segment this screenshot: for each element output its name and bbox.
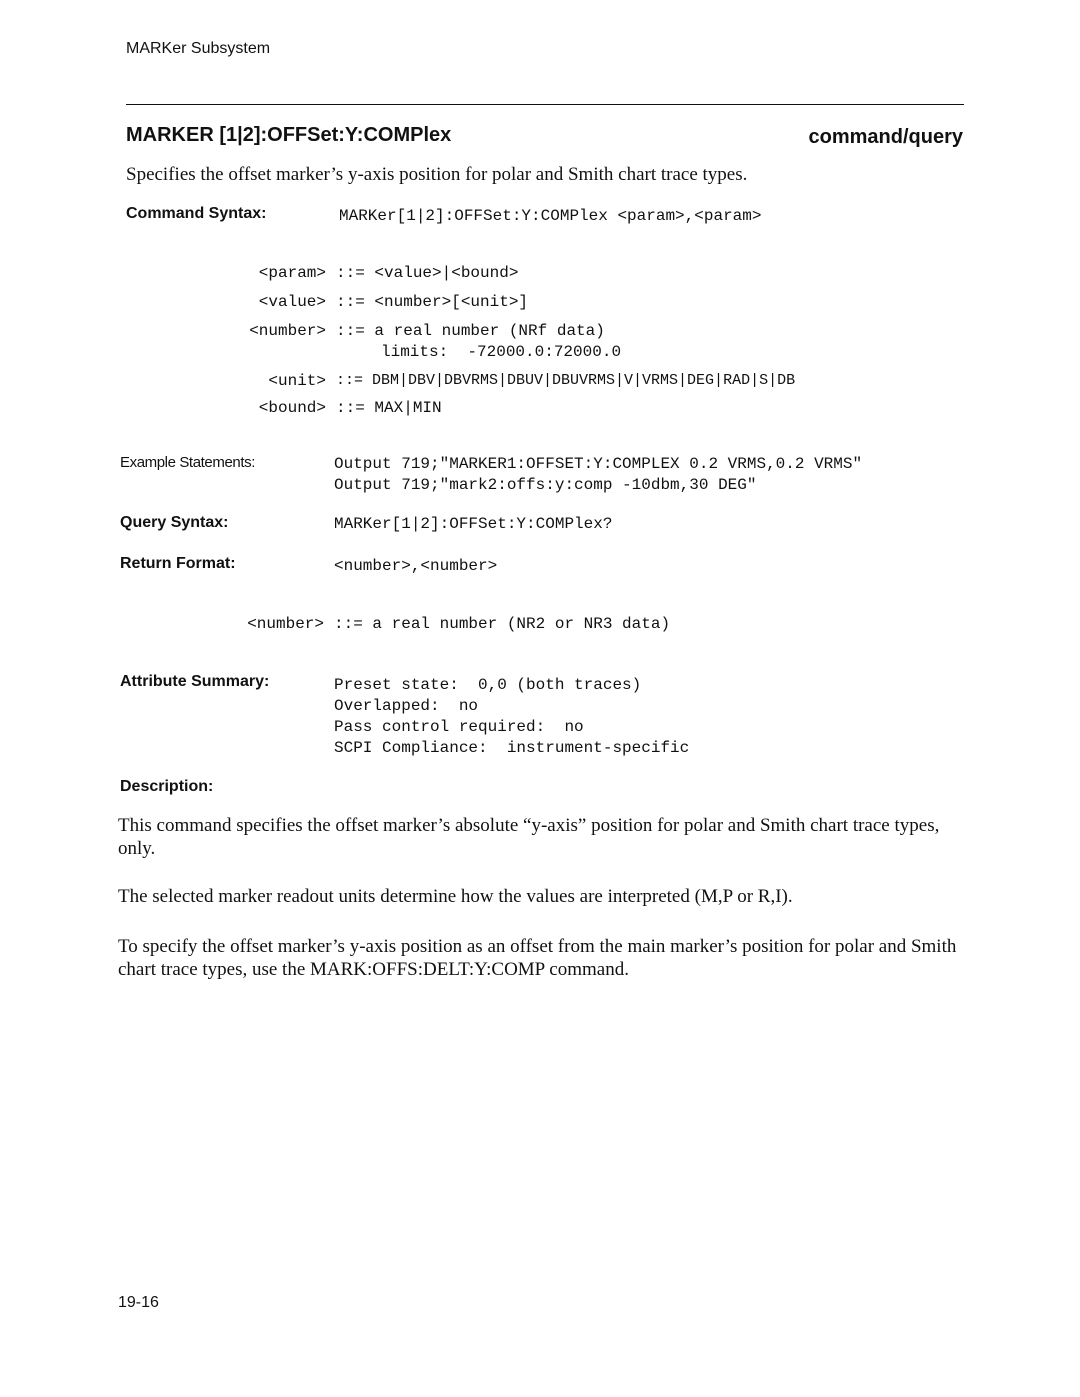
page-number: 19-16 [118,1294,159,1311]
definition-term: <number> [249,322,326,340]
definition-value: ::= <value>|<bound> [336,264,519,282]
command-summary: Specifies the offset marker’s y-axis position for polar and Smith chart trace types. [126,164,748,185]
return-definition-term: <number> [247,615,324,633]
command-syntax-label: Command Syntax: [126,205,267,222]
definition-term: <bound> [258,399,326,417]
definition-value: ::= a real number (NRf data) [336,322,605,340]
description-paragraph: To specify the offset marker’s y-axis position as an offset from the main marker’s position for polar and Smith chart trace types, use the MARK:OFFS:DELT:Y:COMP command. [118,936,957,980]
example-statements-label: Example Statements: [120,454,255,471]
query-syntax: MARKer[1|2]:OFFSet:Y:COMPlex? [334,515,613,533]
return-format-label: Return Format: [120,555,236,572]
definition-term: <value> [258,293,326,311]
command-type: command/query [808,126,963,148]
description-label: Description: [120,778,214,795]
return-definition: ::= a real number (NR2 or NR3 data) [334,615,671,633]
definition-term: <unit> [268,372,326,390]
definition-value: ::= MAX|MIN [336,399,442,417]
attribute-summary-label: Attribute Summary: [120,673,270,690]
definition-term: <param> [258,264,326,282]
example-statement: Output 719;"mark2:offs:y:comp -10dbm,30 DEG" [334,476,757,494]
description-paragraph: This command specifies the offset marker’s absolute “y-axis” position for polar and Smith chart trace types, only. [118,815,940,859]
return-format: <number>,<number> [334,557,498,575]
definition-value: ::= <number>[<unit>] [336,293,529,311]
attribute-line: Pass control required: no [334,718,584,736]
running-head: MARKer Subsystem [126,40,271,57]
command-title: MARKER [1|2]:OFFSet:Y:COMPlex [126,124,452,146]
definition-value: ::= DBM|DBV|DBVRMS|DBUV|DBUVRMS|V|VRMS|DEG|RAD|S|DB [336,372,796,389]
definition-limits: limits: -72000.0:72000.0 [381,343,622,361]
header-rule [126,104,964,105]
example-statement: Output 719;"MARKER1:OFFSET:Y:COMPLEX 0.2 VRMS,0.2 VRMS" [334,455,863,473]
query-syntax-label: Query Syntax: [120,514,229,531]
description-paragraph: The selected marker readout units determine how the values are interpreted (M,P or R,I). [118,886,793,907]
command-syntax: MARKer[1|2]:OFFSet:Y:COMPlex <param>,<param> [339,207,762,225]
attribute-line: Overlapped: no [334,697,479,715]
attribute-line: Preset state: 0,0 (both traces) [334,676,642,694]
attribute-line: SCPI Compliance: instrument-specific [334,739,690,757]
